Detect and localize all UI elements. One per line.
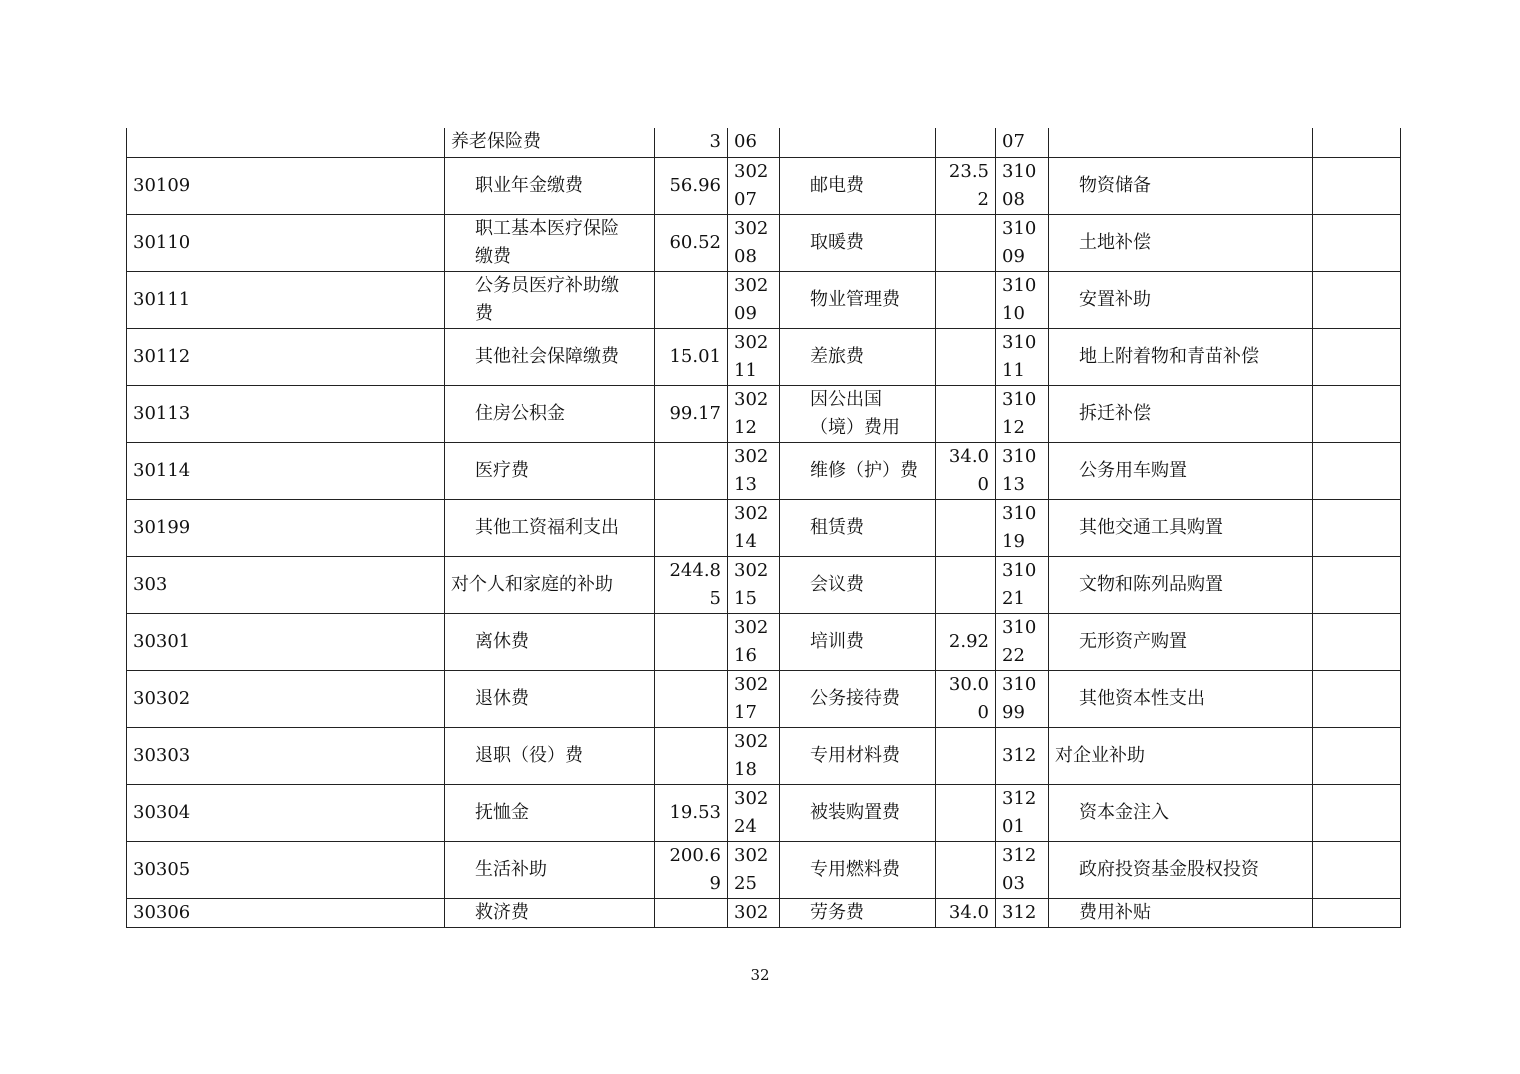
table-row (127, 442, 1401, 499)
item-name-cell: 土地补偿 (1049, 214, 1313, 271)
item-name-cell: 因公出国 （境）费用 (780, 385, 936, 442)
economic-code-cell: 302 18 (728, 727, 780, 784)
economic-code-cell: 302 24 (728, 784, 780, 841)
amount-cell (1313, 898, 1401, 927)
economic-code-cell: 30199 (127, 499, 445, 556)
economic-code-cell: 302 13 (728, 442, 780, 499)
item-name-cell: 维修（护）费 (780, 442, 936, 499)
table-row (127, 727, 1401, 784)
economic-code-cell: 302 15 (728, 556, 780, 613)
item-name-cell: 劳务费 (780, 898, 936, 927)
item-name-cell: 公务接待费 (780, 670, 936, 727)
item-name-cell: 专用燃料费 (780, 841, 936, 898)
amount-cell (936, 556, 996, 613)
item-name-cell: 离休费 (445, 613, 655, 670)
amount-cell: 19.53 (655, 784, 728, 841)
table-row (127, 898, 1401, 927)
item-name-cell: 邮电费 (780, 157, 936, 214)
item-name-cell: 其他交通工具购置 (1049, 499, 1313, 556)
economic-code-cell: 302 25 (728, 841, 780, 898)
item-name-cell: 文物和陈列品购置 (1049, 556, 1313, 613)
table-row (127, 128, 1401, 157)
economic-code-cell: 302 16 (728, 613, 780, 670)
amount-cell (1313, 841, 1401, 898)
amount-cell (1313, 214, 1401, 271)
item-name-cell: 抚恤金 (445, 784, 655, 841)
item-name-cell: 取暖费 (780, 214, 936, 271)
amount-cell (655, 271, 728, 328)
economic-code-cell: 302 07 (728, 157, 780, 214)
economic-code-cell: 312 03 (996, 841, 1049, 898)
table-body (127, 128, 1401, 927)
economic-code-cell: 310 09 (996, 214, 1049, 271)
economic-code-cell: 30306 (127, 898, 445, 927)
item-name-cell (780, 128, 936, 157)
item-name-cell: 专用材料费 (780, 727, 936, 784)
amount-cell (655, 727, 728, 784)
item-name-cell: 养老保险费 (445, 128, 655, 157)
economic-code-cell: 310 10 (996, 271, 1049, 328)
item-name-cell: 被装购置费 (780, 784, 936, 841)
amount-cell (936, 328, 996, 385)
table-row (127, 271, 1401, 328)
economic-code-cell: 30110 (127, 214, 445, 271)
item-name-cell: 费用补贴 (1049, 898, 1313, 927)
item-name-cell: 物资储备 (1049, 157, 1313, 214)
economic-code-cell: 302 09 (728, 271, 780, 328)
amount-cell: 60.52 (655, 214, 728, 271)
economic-code-cell: 312 (996, 727, 1049, 784)
table-row (127, 157, 1401, 214)
economic-code-cell: 312 01 (996, 784, 1049, 841)
item-name-cell: 无形资产购置 (1049, 613, 1313, 670)
amount-cell: 99.17 (655, 385, 728, 442)
item-name-cell: 对企业补助 (1049, 727, 1313, 784)
economic-code-cell: 310 08 (996, 157, 1049, 214)
economic-code-cell: 302 08 (728, 214, 780, 271)
table-row (127, 613, 1401, 670)
economic-code-cell: 30113 (127, 385, 445, 442)
item-name-cell: 生活补助 (445, 841, 655, 898)
amount-cell: 34.0 (936, 898, 996, 927)
economic-code-cell: 310 19 (996, 499, 1049, 556)
amount-cell (1313, 328, 1401, 385)
item-name-cell (1049, 128, 1313, 157)
economic-code-cell: 310 11 (996, 328, 1049, 385)
table-row (127, 499, 1401, 556)
amount-cell (1313, 271, 1401, 328)
item-name-cell: 职工基本医疗保险 缴费 (445, 214, 655, 271)
amount-cell (936, 841, 996, 898)
economic-code-cell: 302 12 (728, 385, 780, 442)
amount-cell (1313, 499, 1401, 556)
table-row (127, 670, 1401, 727)
economic-code-cell: 30112 (127, 328, 445, 385)
economic-code-cell (127, 128, 445, 157)
item-name-cell: 退休费 (445, 670, 655, 727)
table-row (127, 385, 1401, 442)
amount-cell: 2.92 (936, 613, 996, 670)
economic-code-cell: 30301 (127, 613, 445, 670)
economic-code-cell: 30303 (127, 727, 445, 784)
item-name-cell: 住房公积金 (445, 385, 655, 442)
item-name-cell: 培训费 (780, 613, 936, 670)
item-name-cell: 租赁费 (780, 499, 936, 556)
item-name-cell: 差旅费 (780, 328, 936, 385)
amount-cell (1313, 128, 1401, 157)
amount-cell (1313, 784, 1401, 841)
amount-cell: 30.0 0 (936, 670, 996, 727)
table-row (127, 841, 1401, 898)
economic-code-cell: 06 (728, 128, 780, 157)
amount-cell (936, 214, 996, 271)
amount-cell (936, 727, 996, 784)
economic-code-cell: 07 (996, 128, 1049, 157)
item-name-cell: 救济费 (445, 898, 655, 927)
economic-code-cell: 30111 (127, 271, 445, 328)
economic-code-cell: 312 (996, 898, 1049, 927)
item-name-cell: 医疗费 (445, 442, 655, 499)
item-name-cell: 资本金注入 (1049, 784, 1313, 841)
item-name-cell: 其他工资福利支出 (445, 499, 655, 556)
amount-cell (1313, 670, 1401, 727)
amount-cell: 3 (655, 128, 728, 157)
amount-cell: 244.8 5 (655, 556, 728, 613)
economic-code-cell: 302 (728, 898, 780, 927)
item-name-cell: 其他社会保障缴费 (445, 328, 655, 385)
amount-cell: 200.6 9 (655, 841, 728, 898)
table-row (127, 556, 1401, 613)
amount-cell (1313, 385, 1401, 442)
economic-code-cell: 30109 (127, 157, 445, 214)
amount-cell (1313, 727, 1401, 784)
item-name-cell: 政府投资基金股权投资 (1049, 841, 1313, 898)
economic-code-cell: 310 12 (996, 385, 1049, 442)
amount-cell (936, 784, 996, 841)
economic-code-cell: 303 (127, 556, 445, 613)
economic-code-cell: 30114 (127, 442, 445, 499)
amount-cell (655, 670, 728, 727)
economic-code-cell: 310 99 (996, 670, 1049, 727)
amount-cell: 34.0 0 (936, 442, 996, 499)
page-number: 32 (750, 966, 770, 984)
item-name-cell: 安置补助 (1049, 271, 1313, 328)
economic-code-cell: 310 21 (996, 556, 1049, 613)
expenditure-table (126, 128, 1401, 928)
table-row (127, 214, 1401, 271)
item-name-cell: 其他资本性支出 (1049, 670, 1313, 727)
amount-cell (655, 898, 728, 927)
table-row (127, 328, 1401, 385)
item-name-cell: 退职（役）费 (445, 727, 655, 784)
item-name-cell: 地上附着物和青苗补偿 (1049, 328, 1313, 385)
amount-cell: 15.01 (655, 328, 728, 385)
amount-cell (1313, 442, 1401, 499)
item-name-cell: 公务用车购置 (1049, 442, 1313, 499)
economic-code-cell: 302 17 (728, 670, 780, 727)
item-name-cell: 拆迁补偿 (1049, 385, 1313, 442)
amount-cell (936, 271, 996, 328)
amount-cell (936, 385, 996, 442)
economic-code-cell: 310 13 (996, 442, 1049, 499)
item-name-cell: 会议费 (780, 556, 936, 613)
economic-code-cell: 30302 (127, 670, 445, 727)
amount-cell: 23.5 2 (936, 157, 996, 214)
item-name-cell: 职业年金缴费 (445, 157, 655, 214)
item-name-cell: 对个人和家庭的补助 (445, 556, 655, 613)
item-name-cell: 公务员医疗补助缴 费 (445, 271, 655, 328)
amount-cell (936, 499, 996, 556)
amount-cell (655, 442, 728, 499)
economic-code-cell: 310 22 (996, 613, 1049, 670)
economic-code-cell: 302 11 (728, 328, 780, 385)
amount-cell (1313, 556, 1401, 613)
amount-cell: 56.96 (655, 157, 728, 214)
item-name-cell: 物业管理费 (780, 271, 936, 328)
table-row (127, 784, 1401, 841)
amount-cell (1313, 157, 1401, 214)
amount-cell (936, 128, 996, 157)
amount-cell (655, 613, 728, 670)
amount-cell (1313, 613, 1401, 670)
economic-code-cell: 302 14 (728, 499, 780, 556)
amount-cell (655, 499, 728, 556)
economic-code-cell: 30305 (127, 841, 445, 898)
economic-code-cell: 30304 (127, 784, 445, 841)
